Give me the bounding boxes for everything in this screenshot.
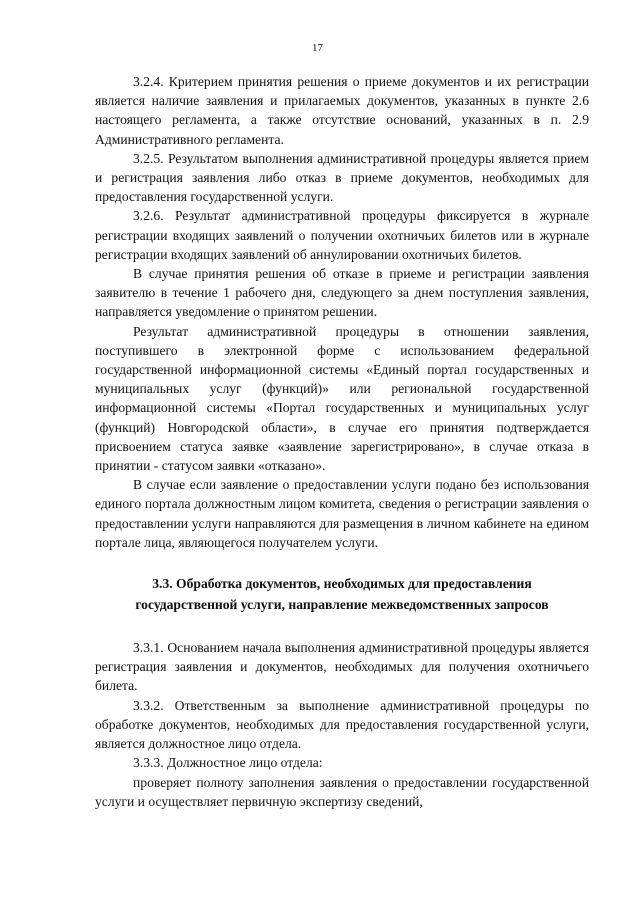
page-number: 17	[312, 42, 323, 54]
paragraph-without-portal: В случае если заявление о предоставлении услуги подано без использования единого портала должностным лицом комитета, сведения о регистрации заявления о предоставлении услуги направляются для размещения в личном кабинете на едином портале лица, являющегося получателем услуги.	[95, 477, 589, 550]
paragraph-3-3-3: 3.3.3. Должностное лицо отдела:	[133, 755, 323, 771]
paragraph-refusal-notice: В случае принятия решения об отказе в приеме и регистрации заявления заявителю в течение 1 рабочего дня, следующего за днем поступления заявления, направляется уведомление о принятом решении.	[95, 266, 589, 320]
paragraph-electronic-result: Результат административной процедуры в отношении заявления, поступившего в электронной форме с использованием федеральной государственной информационной системы «Единый портал государственных и муниципальных услуг (функций)» или региональной государственной информационной системы «Портал государственных и муниципальных услуг (функций) Новгородской области», в случае его принятия подтверждается присвоением статуса заявке «заявление зарегистрировано», в случае отказа в принятии - статусом заявки «отказано».	[95, 323, 589, 474]
paragraph-3-2-6: 3.2.6. Результат административной процедуры фиксируется в журнале регистрации входящих заявлений о получении охотничьих билетов или в журнале регистрации входящих заявлений об аннулировании охотничьих билетов.	[95, 208, 589, 262]
section-heading-3-3	[95, 573, 589, 615]
section-heading-line-2: государственной услуги, направление межведомственных запросов	[135, 597, 549, 613]
paragraph-3-3-2: 3.3.2. Ответственным за выполнение административной процедуры по обработке документов, необходимых для предоставления государственной услуги, является должностное лицо отдела.	[95, 697, 589, 752]
paragraph-3-2-5: 3.2.5. Результатом выполнения административной процедуры является прием и регистрация заявления либо отказ в приеме документов, необходимых для предоставления государственной услуги.	[95, 150, 589, 205]
paragraph-3-3-1: 3.3.1. Основанием начала выполнения административной процедуры является регистрация заявления и документов, необходимых для получения охотничьего билета.	[95, 640, 589, 694]
paragraph-3-2-4: 3.2.4. Критерием принятия решения о приеме документов и их регистрации является наличие заявления и прилагаемых документов, указанных в пункте 2.6 настоящего регламента, а также отсутствие оснований, указанных в п. 2.9 Административного регламента.	[95, 74, 589, 147]
paragraph-checks-completeness: проверяет полноту заполнения заявления о предоставлении государственной услуги и осуществляет первичную экспертизу сведений,	[95, 774, 589, 809]
section-heading-line-1: 3.3. Обработка документов, необходимых для предоставления	[152, 576, 532, 592]
document-body	[95, 72, 589, 811]
